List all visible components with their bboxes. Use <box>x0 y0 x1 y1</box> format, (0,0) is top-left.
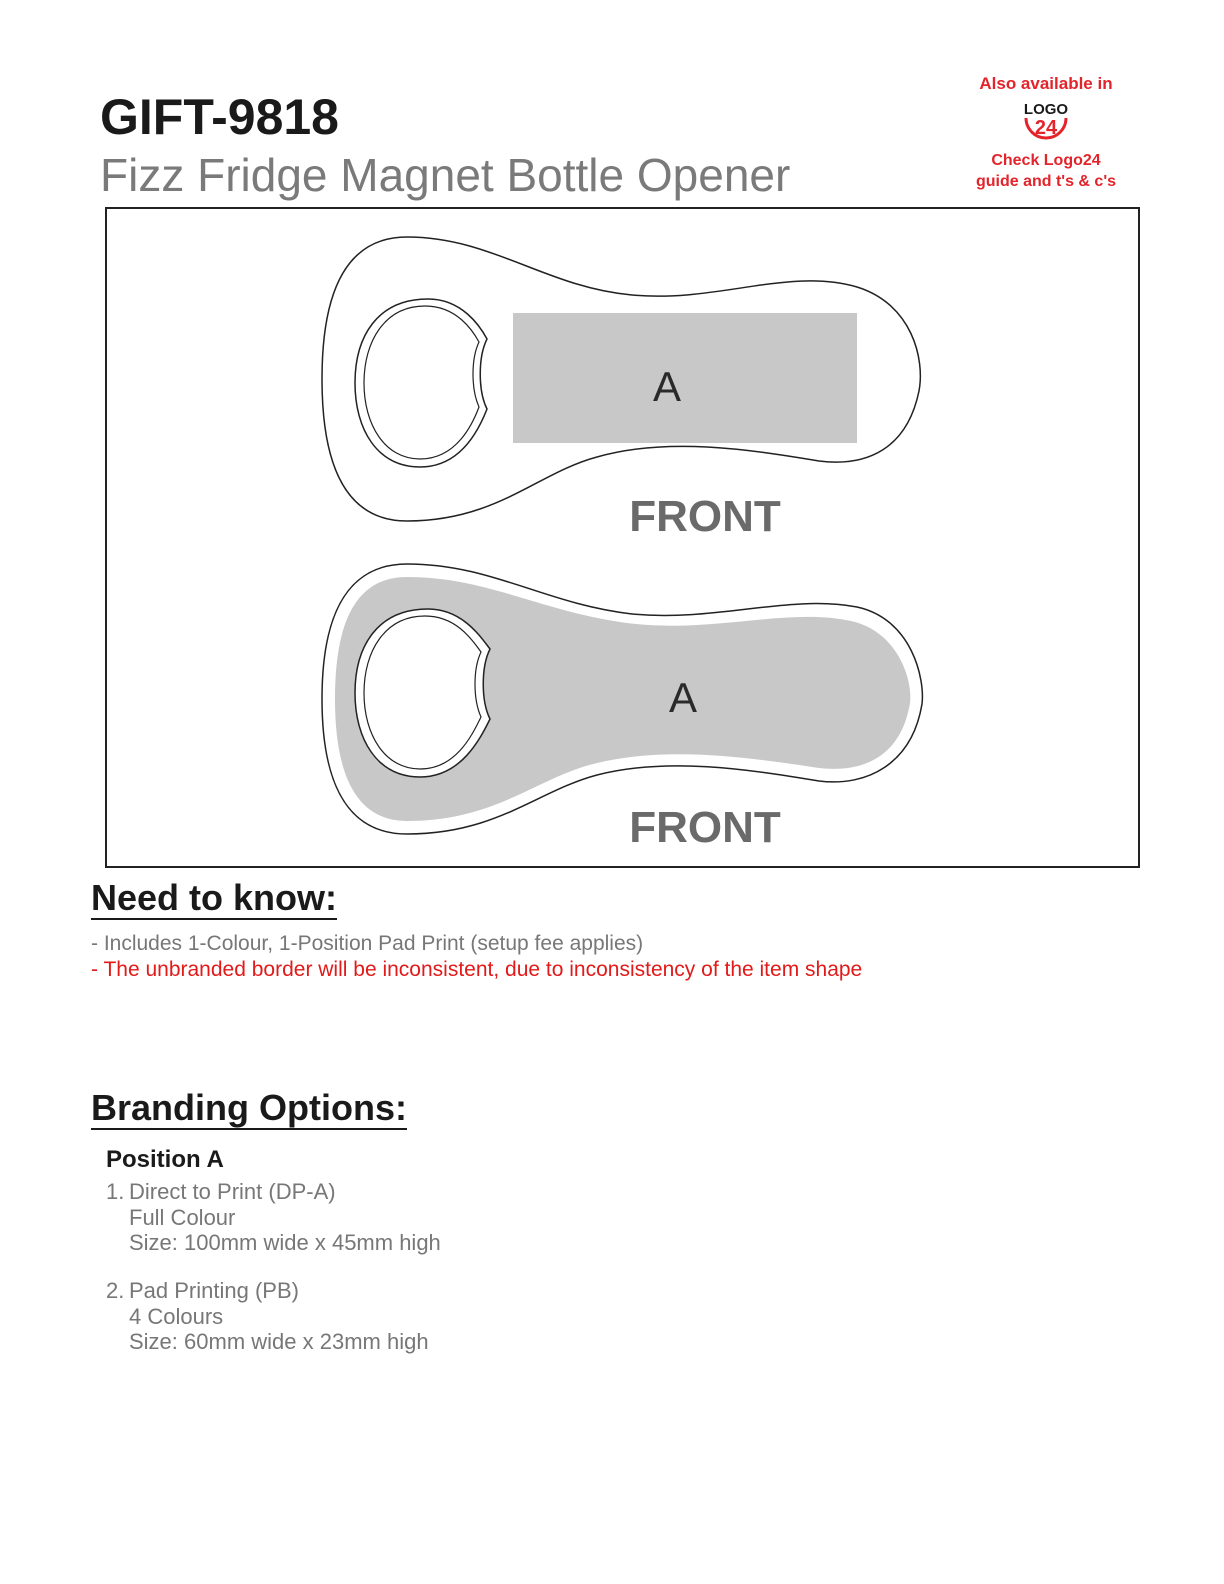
option-colours: 4 Colours <box>129 1303 224 1329</box>
product-name: Fizz Fridge Magnet Bottle Opener <box>100 149 791 201</box>
logo24-notice <box>952 72 1140 204</box>
option-colours: Full Colour <box>129 1204 236 1230</box>
need-to-know-heading: Need to know: <box>91 877 338 918</box>
option-method: Direct to Print (DP-A) <box>129 1179 336 1204</box>
side-label-top: FRONT <box>629 492 781 541</box>
side-label-bottom: FRONT <box>629 803 781 852</box>
opener-top <box>322 237 920 541</box>
product-diagram <box>105 207 1140 868</box>
option-number: 1. <box>106 1179 125 1204</box>
opener-bottom <box>322 564 922 852</box>
print-area-top <box>513 313 857 443</box>
logo24-badge-top: LOGO <box>1023 101 1069 118</box>
option-number: 2. <box>106 1278 125 1303</box>
option-size: Size: 60mm wide x 23mm high <box>129 1329 429 1354</box>
area-label-bottom: A <box>668 674 698 721</box>
available-in-text: Also available in <box>979 74 1113 93</box>
area-label-top: A <box>652 363 682 410</box>
logo24-badge-num: 24 <box>1034 117 1058 139</box>
branding-option <box>106 1179 441 1256</box>
branding-option <box>106 1278 429 1355</box>
position-a-heading: Position A <box>106 1146 224 1173</box>
check-line-1: Check Logo24 <box>991 152 1101 169</box>
option-method: Pad Printing (PB) <box>129 1278 299 1303</box>
check-logo24-text <box>952 150 1140 192</box>
branding-options-heading: Branding Options: <box>91 1087 407 1128</box>
note-pad-print: - Includes 1-Colour, 1-Position Pad Print (setup fee applies) <box>91 932 644 955</box>
check-line-2: guide and t's & c's <box>975 173 1117 190</box>
logo24-badge-icon <box>1016 96 1076 148</box>
product-code: GIFT-9818 <box>100 89 339 145</box>
option-size: Size: 100mm wide x 45mm high <box>129 1230 441 1255</box>
note-border-warning: - The unbranded border will be inconsistent, due to inconsistency of the item shape <box>91 958 863 981</box>
